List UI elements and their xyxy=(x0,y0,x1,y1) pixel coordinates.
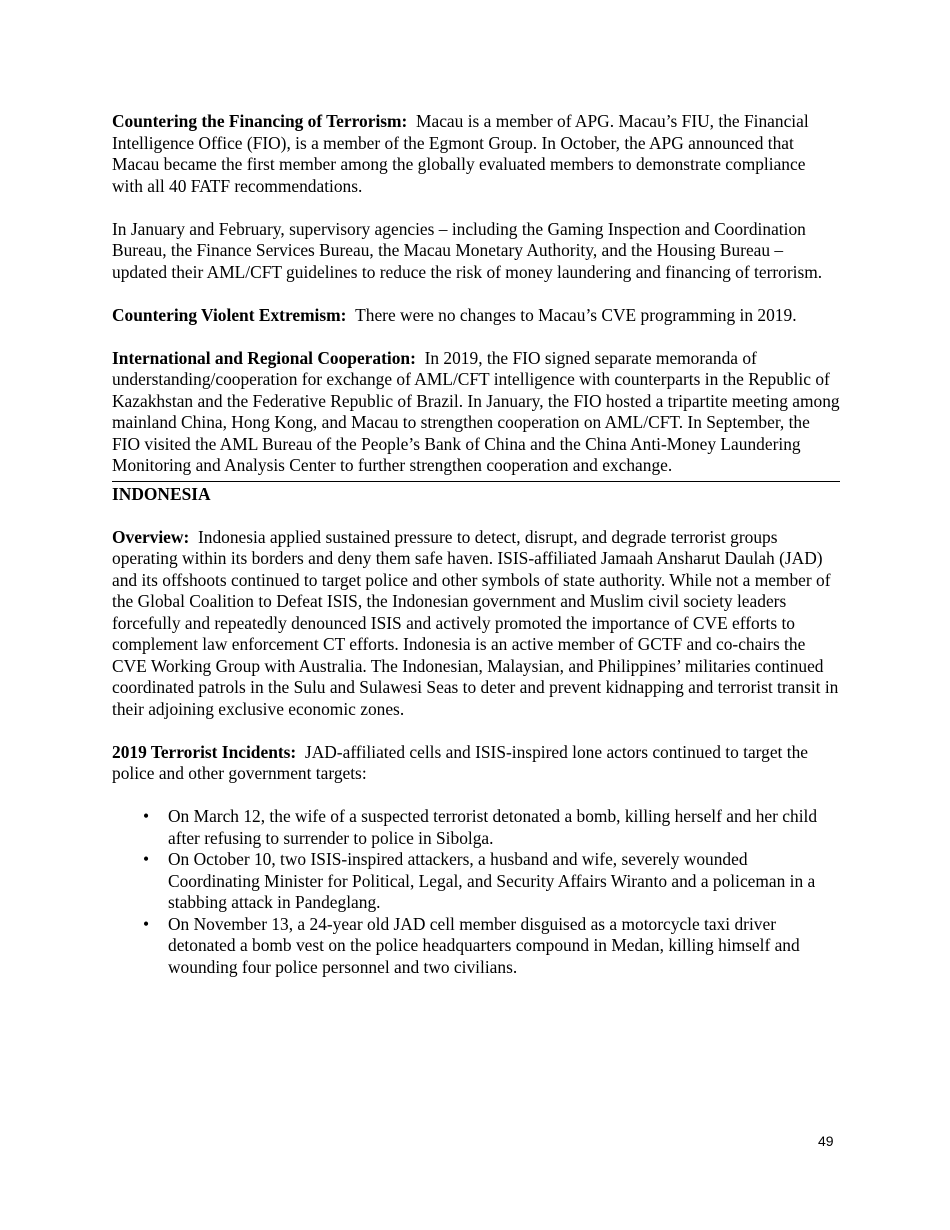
macau-supervisory-paragraph xyxy=(112,219,840,284)
bullet-icon: • xyxy=(143,913,150,934)
macau-cve-heading: Countering Violent Extremism: xyxy=(112,304,347,325)
page-content xyxy=(112,111,840,978)
indonesia-incidents-heading: 2019 Terrorist Incidents: xyxy=(112,741,297,762)
macau-cve-text: There were no changes to Macau’s CVE programming in 2019. xyxy=(355,304,797,325)
incident-text: On November 13, a 24-year old JAD cell member disguised as a motorcycle taxi driver detonated a bomb vest on the police headquarters compound in Medan, killing himself and wounding four police personnel and two civilians. xyxy=(168,913,800,977)
incident-text: On October 10, two ISIS-inspired attackers, a husband and wife, severely wounded Coordinating Minister for Political, Legal, and Security Affairs Wiranto and a policeman in a stabbing attack in Pandeglang. xyxy=(168,849,816,912)
indonesia-overview-text: Indonesia applied sustained pressure to detect, disrupt, and degrade terrorist groups operating within its borders and deny them safe haven. ISIS-affiliated Jamaah Ansharut Daulah (JAD) and its offshoots continued to target police and other symbols of state authority. While not a member of the Global Coalition to Defeat ISIS, the Indonesian government and Muslim civil society leaders forcefully and repeatedly denounced ISIS and actively promoted the importance of CVE efforts to complement law enforcement CT efforts. Indonesia is an active member of GCTF and co-chairs the CVE Working Group with Australia. The Indonesian, Malaysian, and Philippines’ militaries continued coordinated patrols in the Sulu and Sulawesi Seas to deter and prevent kidnapping and terrorist transit in their adjoining exclusive economic zones. xyxy=(112,526,839,719)
indonesia-incidents-paragraph xyxy=(112,742,840,785)
macau-cft-paragraph xyxy=(112,111,840,197)
indonesia-overview-heading: Overview: xyxy=(112,526,190,547)
list-item xyxy=(112,849,840,914)
macau-cooperation-text: In 2019, the FIO signed separate memoranda of understanding/cooperation for exchange of AML/CFT intelligence with counterparts in the Republic of Kazakhstan and the Federative Republic of Brazil. In January, the FIO hosted a tripartite meeting among mainland China, Hong Kong, and Macau to strengthen cooperation on AML/CFT. In September, the FIO visited the AML Bureau of the People’s Bank of China and the China Anti-Money Laundering Monitoring and Analysis Center to further strengthen cooperation and exchange. xyxy=(112,347,840,475)
indonesia-incidents-text: JAD-affiliated cells and ISIS-inspired lone actors continued to target the police and other government targets: xyxy=(112,741,808,783)
macau-cooperation-heading: International and Regional Cooperation: xyxy=(112,347,416,368)
macau-cft-text: Macau is a member of APG. Macau’s FIU, the Financial Intelligence Office (FIO), is a member of the Egmont Group. In October, the APG announced that Macau became the first member among the globally evaluated members to demonstrate compliance with all 40 FATF recommendations. xyxy=(112,111,809,196)
bullet-icon: • xyxy=(143,849,150,869)
section-divider xyxy=(112,481,840,482)
list-item xyxy=(112,914,840,979)
indonesia-section-title: INDONESIA xyxy=(112,483,211,504)
incident-text: On March 12, the wife of a suspected terrorist detonated a bomb, killing herself and her child after refusing to surrender to police in Sibolga. xyxy=(168,806,818,848)
indonesia-overview-paragraph xyxy=(112,527,840,721)
macau-cft-heading: Countering the Financing of Terrorism: xyxy=(112,111,408,131)
macau-cve-paragraph xyxy=(112,305,840,327)
bullet-icon: • xyxy=(143,806,150,826)
list-item xyxy=(112,806,840,849)
macau-cooperation-paragraph xyxy=(112,348,840,477)
macau-supervisory-text: In January and February, supervisory agencies – including the Gaming Inspection and Coordination Bureau, the Finance Services Bureau, the Macau Monetary Authority, and the Housing Bureau – updated their AML/CFT guidelines to reduce the risk of money laundering and financing of terrorism. xyxy=(112,218,823,282)
page-number: 49 xyxy=(818,1133,834,1149)
incident-list xyxy=(112,806,840,978)
